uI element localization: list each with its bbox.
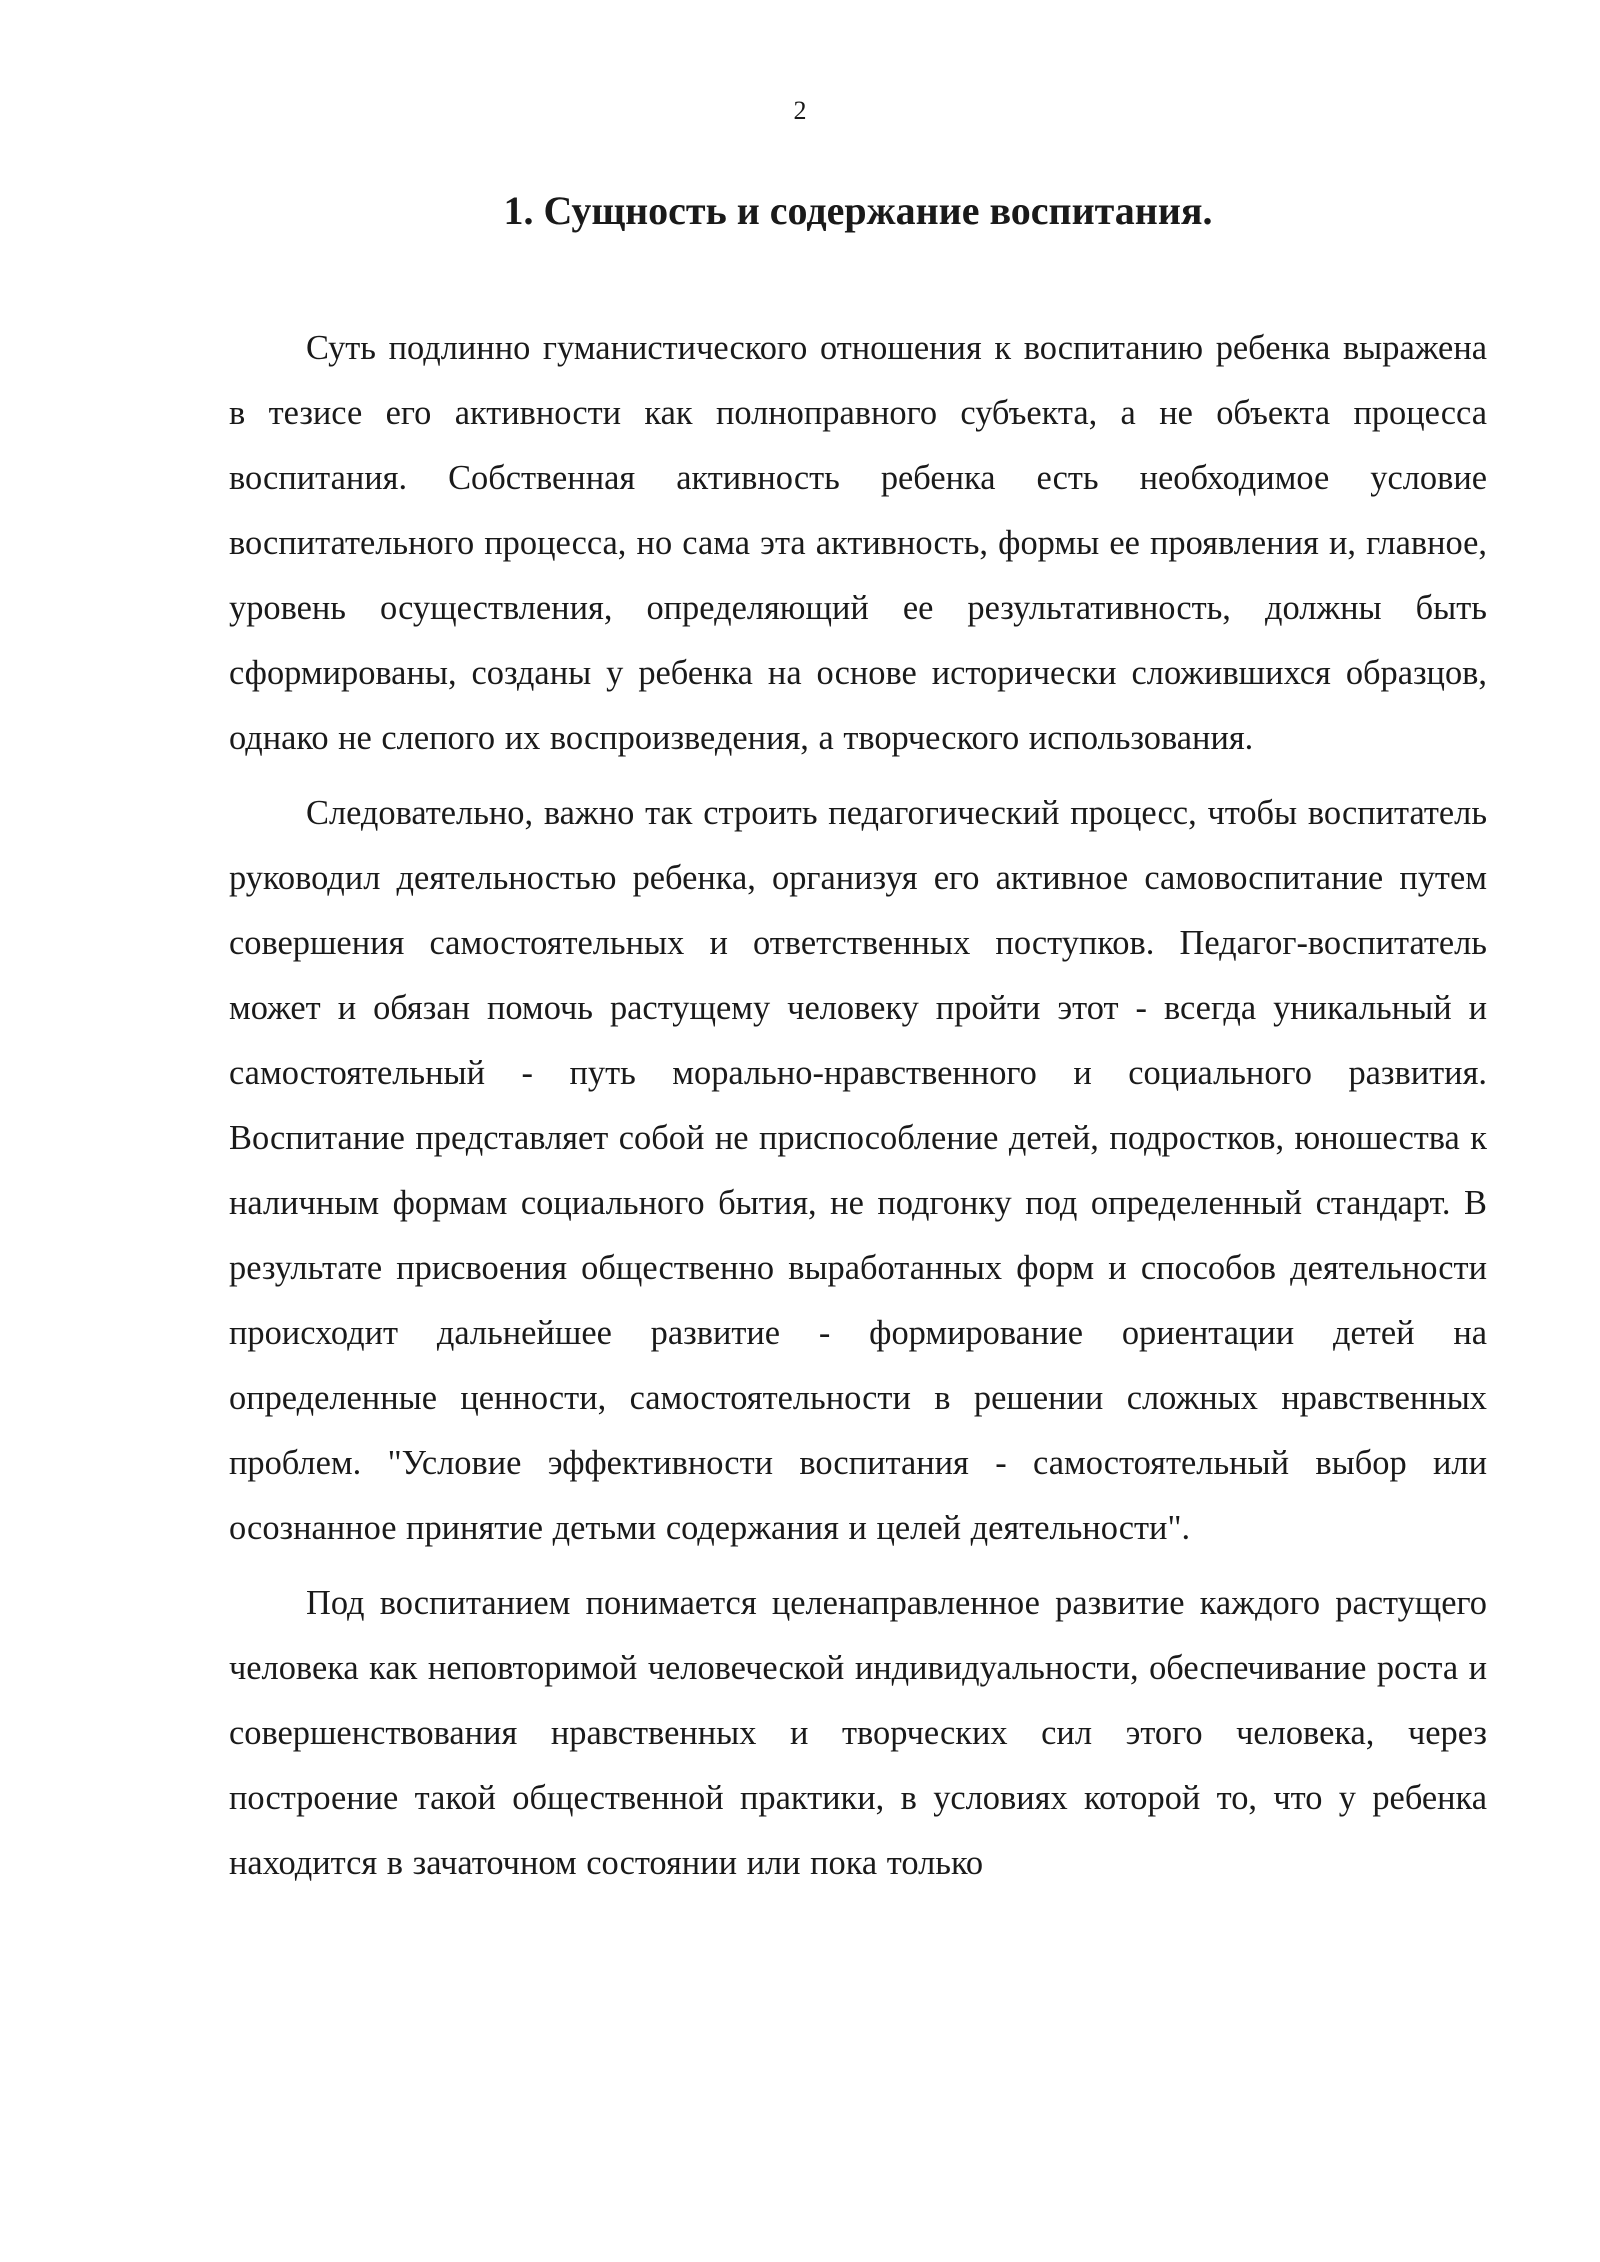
body-text [229,316,1487,1906]
page-number: 2 [793,96,807,125]
paragraph-1: Суть подлинно гуманистического отношения к воспитанию ребенка выражена в тезисе его активности как полноправного субъекта, а не объекта процесса воспитания. Собственная активность ребенка есть необходимое условие воспитательного процесса, но сама эта активность, формы ее проявления и, главное, уровень осуществления, определяющий ее результативность, должны быть сформированы, созданы у ребенка на основе исторически сложившихся образцов, однако не слепого их воспроизведения, а творческого использования. [229,329,1487,757]
paragraph-2: Следовательно, важно так строить педагогический процесс, чтобы воспитатель руководил деятельностью ребенка, организуя его активное самовоспитание путем совершения самостоятельных и ответственных поступков. Педагог-воспитатель может и обязан помочь растущему человеку пройти этот - всегда уникальный и самостоятельный - путь морально-нравственного и социального развития. Воспитание представляет собой не приспособление детей, подростков, юношества к наличным формам социального бытия, не подгонку под определенный стандарт. В результате присвоения общественно выработанных форм и способов деятельности происходит дальнейшее развитие - формирование ориентации детей на определенные ценности, самостоятельности в решении сложных нравственных проблем. "Условие эффективности воспитания - самостоятельный выбор или осознанное принятие детьми содержания и целей деятельности". [229,794,1487,1547]
paragraph-3: Под воспитанием понимается целенаправленное развитие каждого растущего человека как неповторимой человеческой индивидуальности, обеспечивание роста и совершенствования нравственных и творческих сил этого человека, через построение такой общественной практики, в условиях которой то, что у ребенка находится в зачаточном состоянии или пока только [229,1584,1487,1882]
section-title: 1. Сущность и содержание воспитания. [503,188,1213,233]
